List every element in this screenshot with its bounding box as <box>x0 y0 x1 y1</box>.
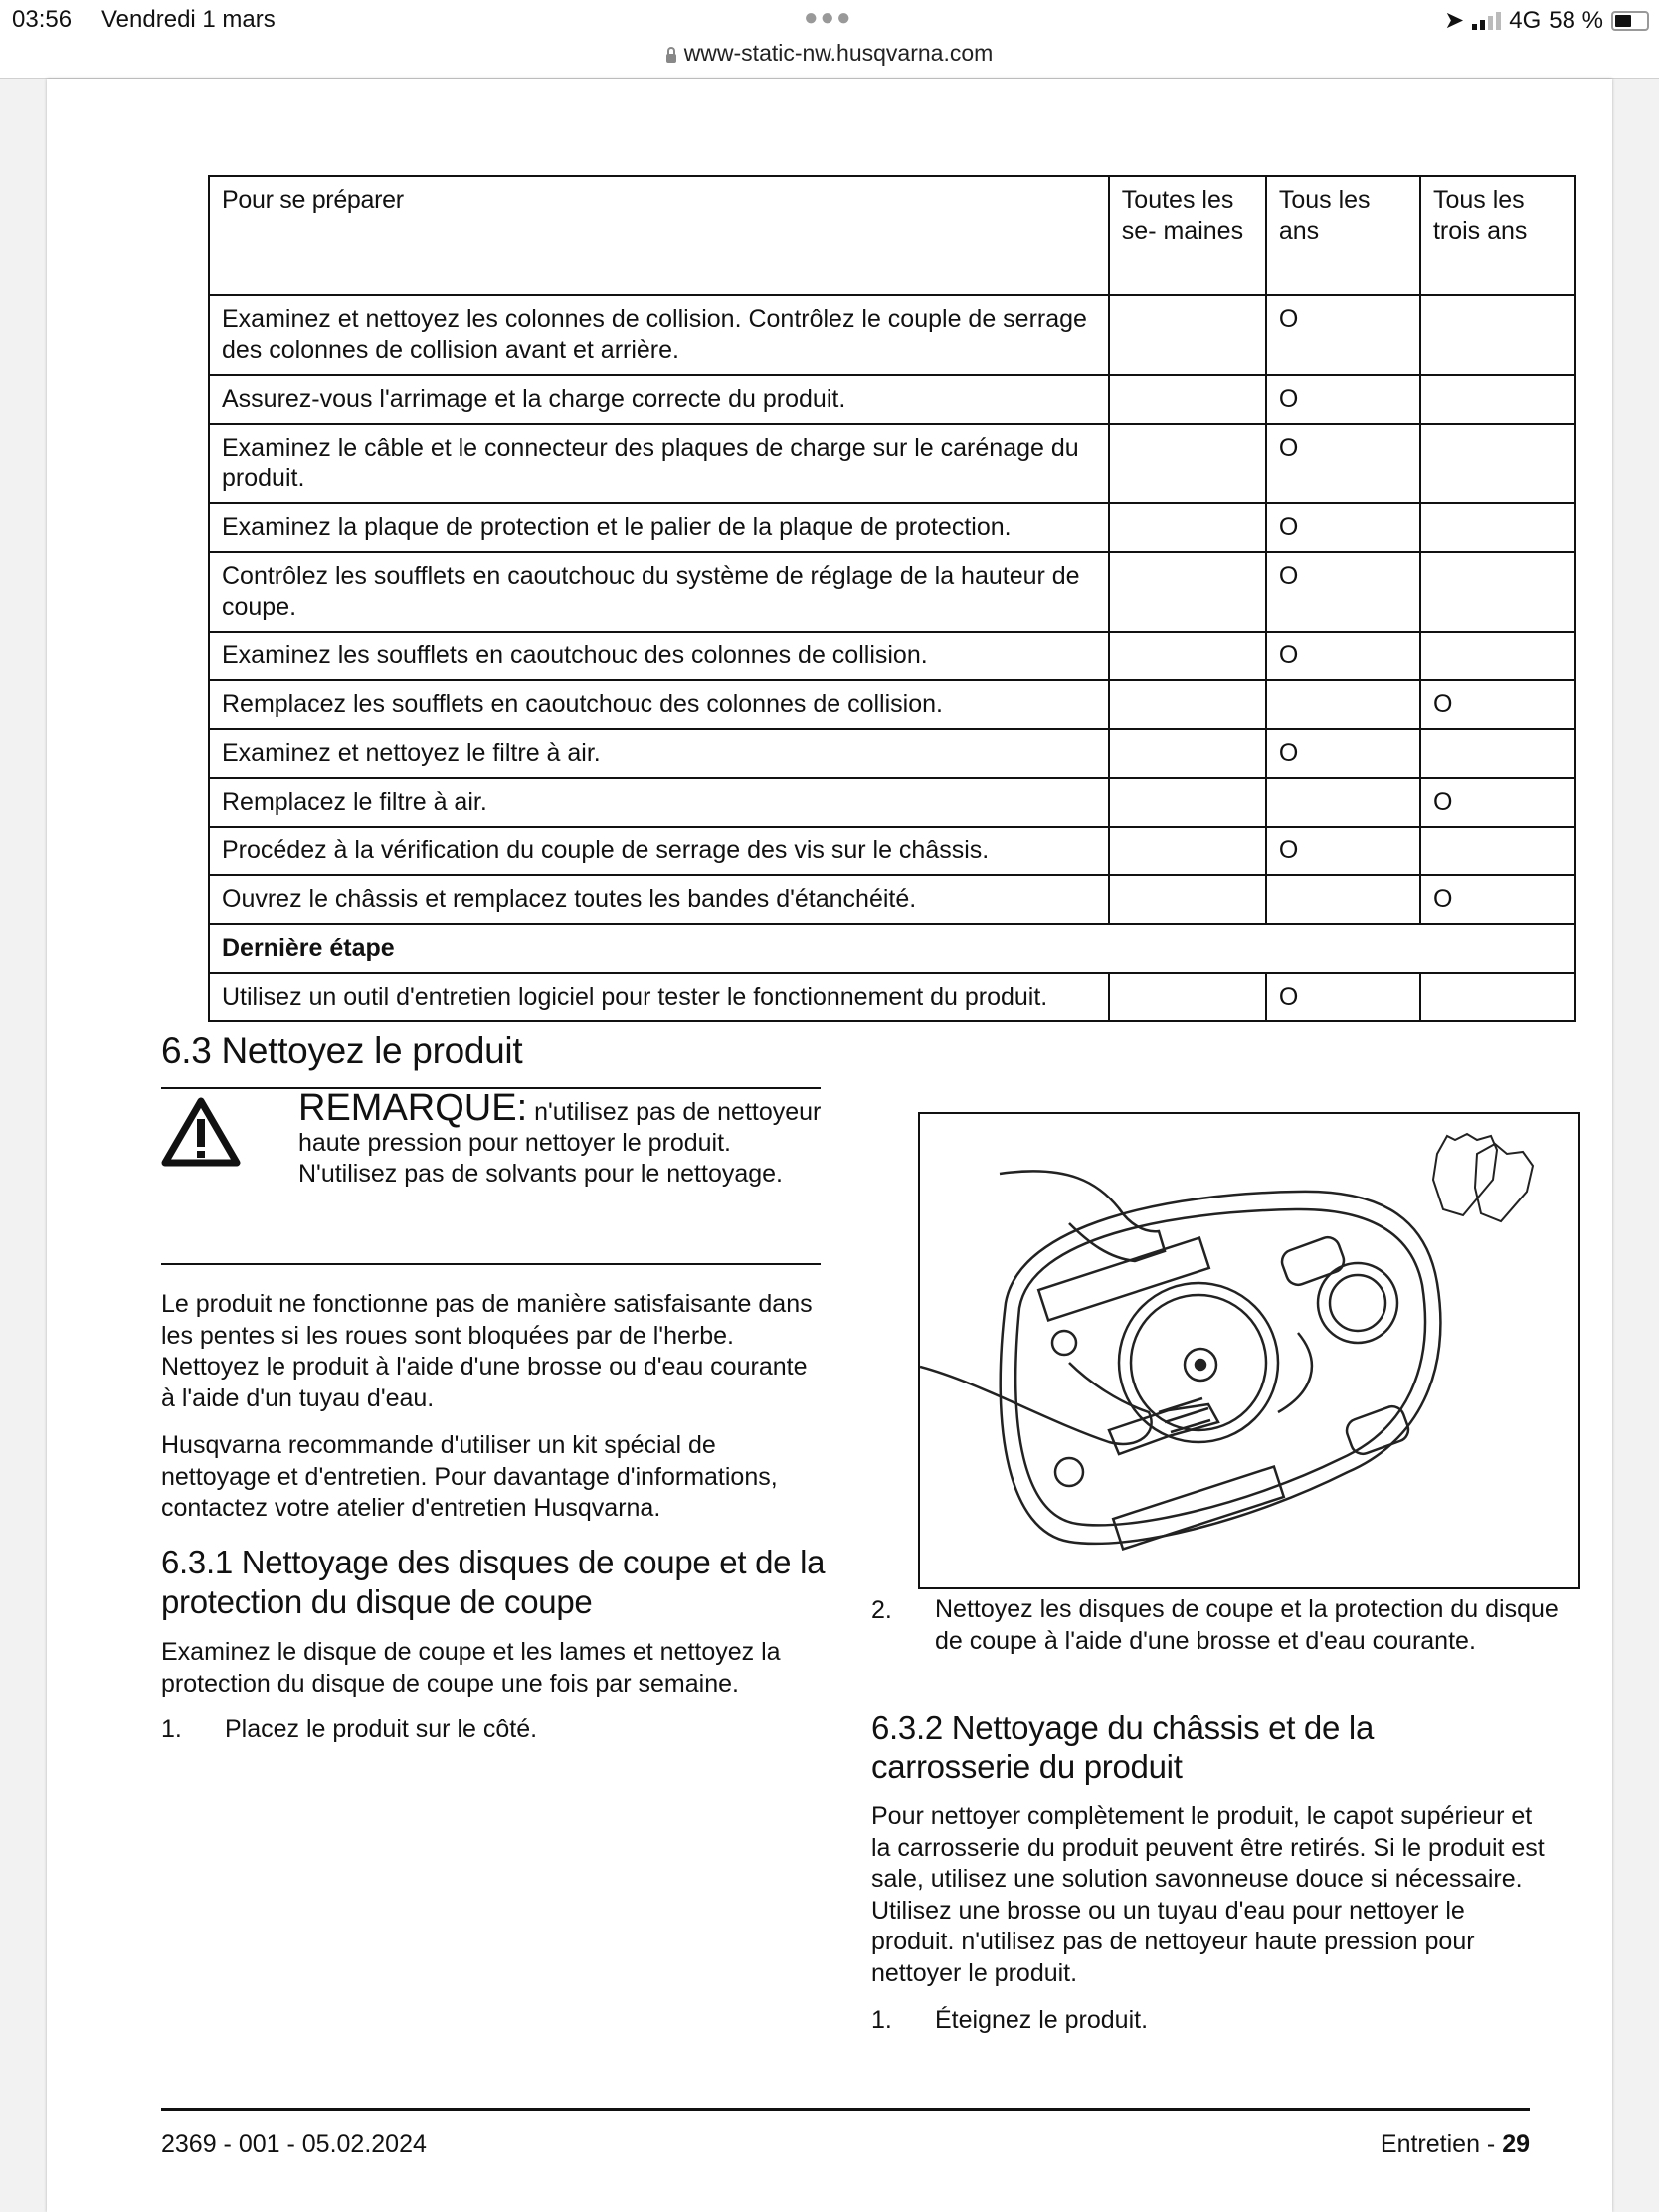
table-header-row <box>209 176 1575 295</box>
step-number: 2. <box>871 1596 892 1624</box>
header-yearly: Tous les ans <box>1266 176 1420 295</box>
step-text: Éteignez le produit. <box>935 2006 1149 2034</box>
notice-block <box>298 1087 826 1190</box>
url-display[interactable] <box>0 40 1659 67</box>
row-three-years: O <box>1420 778 1575 827</box>
table-row <box>209 295 1575 375</box>
location-arrow-icon: ➤ <box>1444 7 1465 34</box>
row-weekly <box>1109 778 1266 827</box>
row-task: Assurez-vous l'arrimage et la charge correcte du produit. <box>209 375 1109 424</box>
row-yearly: O <box>1266 295 1420 375</box>
section-heading-6-3: 6.3 Nettoyez le produit <box>161 1030 523 1071</box>
paragraph-kit: Husqvarna recommande d'utiliser un kit spécial de nettoyage et d'entretien. Pour davantage d'informations, contactez votre atelier d'entretien Husqvarna. <box>161 1431 778 1522</box>
warning-icon <box>161 1097 241 1167</box>
battery-percent: 58 % <box>1549 6 1603 34</box>
footer-chapter: Entretien - <box>1380 2130 1503 2158</box>
row-task: Utilisez un outil d'entretien logiciel pour tester le fonctionnement du produit. <box>209 973 1109 1021</box>
row-yearly: O <box>1266 729 1420 778</box>
row-yearly <box>1266 778 1420 827</box>
footer-divider <box>161 2108 1530 2111</box>
row-yearly: O <box>1266 503 1420 552</box>
row-three-years <box>1420 827 1575 875</box>
row-weekly <box>1109 375 1266 424</box>
row-task: Examinez le câble et le connecteur des plaques de charge sur le carénage du produit. <box>209 424 1109 503</box>
row-task: Remplacez les soufflets en caoutchouc des colonnes de collision. <box>209 680 1109 729</box>
paragraph-6-3-1-intro: Examinez le disque de coupe et les lames et nettoyez la protection du disque de coupe une fois par semaine. <box>161 1638 781 1698</box>
table-row <box>209 680 1575 729</box>
table-row <box>209 875 1575 924</box>
header-three-years: Tous les trois ans <box>1420 176 1575 295</box>
notice-label: REMARQUE: <box>298 1087 528 1129</box>
cleaning-illustration <box>918 1112 1580 1589</box>
footer-doc-id: 2369 - 001 - 05.02.2024 <box>161 2130 427 2158</box>
row-weekly <box>1109 827 1266 875</box>
row-task: Examinez les soufflets en caoutchouc des colonnes de collision. <box>209 632 1109 680</box>
step-text: Placez le produit sur le côté. <box>225 1715 538 1743</box>
status-indicators <box>1444 6 1649 35</box>
row-weekly <box>1109 552 1266 632</box>
table-row <box>209 424 1575 503</box>
row-task: Remplacez le filtre à air. <box>209 778 1109 827</box>
table-row <box>209 503 1575 552</box>
row-three-years <box>1420 503 1575 552</box>
network-type: 4G <box>1509 6 1542 34</box>
signal-strength-icon <box>1472 12 1501 30</box>
row-three-years <box>1420 973 1575 1021</box>
row-yearly: O <box>1266 424 1420 503</box>
row-three-years: O <box>1420 875 1575 924</box>
document-page <box>47 79 1612 2212</box>
row-weekly <box>1109 295 1266 375</box>
url-text: www-static-nw.husqvarna.com <box>683 40 994 66</box>
row-three-years <box>1420 424 1575 503</box>
row-yearly: O <box>1266 827 1420 875</box>
status-bar <box>0 0 1659 40</box>
section-title-final-step: Dernière étape <box>209 924 1575 973</box>
table-row <box>209 973 1575 1021</box>
battery-icon <box>1611 11 1649 31</box>
table-row <box>209 778 1575 827</box>
row-weekly <box>1109 424 1266 503</box>
row-weekly <box>1109 632 1266 680</box>
gloves-icon <box>1433 1134 1533 1221</box>
row-weekly <box>1109 729 1266 778</box>
step-text: Nettoyez les disques de coupe et la protection du disque de coupe à l'aide d'une brosse et d'eau courante. <box>935 1595 1559 1655</box>
row-yearly <box>1266 875 1420 924</box>
row-yearly: O <box>1266 973 1420 1021</box>
row-yearly: O <box>1266 552 1420 632</box>
row-task: Contrôlez les soufflets en caoutchouc du système de réglage de la hauteur de coupe. <box>209 552 1109 632</box>
row-weekly <box>1109 680 1266 729</box>
url-bar[interactable] <box>0 40 1659 79</box>
status-time: 03:56 <box>12 6 73 33</box>
row-three-years <box>1420 295 1575 375</box>
table-row <box>209 375 1575 424</box>
table-row <box>209 729 1575 778</box>
row-weekly <box>1109 503 1266 552</box>
paragraph-wheels: Le produit ne fonctionne pas de manière satisfaisante dans les pentes si les roues sont bloquées par de l'herbe. Nettoyez le produit à l'aide d'une brosse ou d'eau courante à l'aide d'un tuyau d'eau. <box>161 1290 813 1412</box>
header-task: Pour se préparer <box>209 176 1109 295</box>
row-three-years: O <box>1420 680 1575 729</box>
section-heading-6-3-2: 6.3.2 Nettoyage du châssis et de la carrosserie du produit <box>871 1709 1374 1785</box>
row-task: Examinez et nettoyez les colonnes de collision. Contrôlez le couple de serrage des colonnes de collision avant et arrière. <box>209 295 1109 375</box>
header-weekly: Toutes les se- maines <box>1109 176 1266 295</box>
row-three-years <box>1420 729 1575 778</box>
row-three-years <box>1420 375 1575 424</box>
row-task: Examinez la plaque de protection et le palier de la plaque de protection. <box>209 503 1109 552</box>
status-date: Vendredi 1 mars <box>101 6 276 33</box>
row-weekly <box>1109 973 1266 1021</box>
section-heading-6-3-1: 6.3.1 Nettoyage des disques de coupe et de la protection du disque de coupe <box>161 1544 826 1620</box>
row-task: Ouvrez le châssis et remplacez toutes les bandes d'étanchéité. <box>209 875 1109 924</box>
row-weekly <box>1109 875 1266 924</box>
row-task: Procédez à la vérification du couple de serrage des vis sur le châssis. <box>209 827 1109 875</box>
multitasking-dots-icon[interactable]: ●●● <box>804 4 853 31</box>
paragraph-6-3-2: Pour nettoyer complètement le produit, le capot supérieur et la carrosserie du produit peuvent être retirés. Si le produit est sale, utilisez une solution savonneuse douce si nécessaire. Utilisez une brosse ou un tuyau d'eau pour nettoyer le produit. n'utilisez pas de nettoyeur haute pression pour nettoyer le produit. <box>871 1802 1545 1987</box>
row-yearly: O <box>1266 375 1420 424</box>
table-row <box>209 827 1575 875</box>
row-yearly <box>1266 680 1420 729</box>
maintenance-table <box>208 175 1576 1022</box>
row-task: Examinez et nettoyez le filtre à air. <box>209 729 1109 778</box>
mower-underside-drawing <box>920 1114 1578 1587</box>
table-row <box>209 632 1575 680</box>
footer-page-number: 29 <box>1502 2130 1530 2158</box>
notice-text: n'utilisez pas de nettoyeur haute pression pour nettoyer le produit. N'utilisez pas de solvants pour le nettoyage. <box>298 1098 822 1188</box>
lock-icon <box>666 54 676 63</box>
table-row <box>209 552 1575 632</box>
footer-page-label <box>1381 2130 1530 2159</box>
divider <box>161 1263 821 1265</box>
row-yearly: O <box>1266 632 1420 680</box>
step-number: 1. <box>161 1715 182 1743</box>
step-number: 1. <box>871 2006 892 2034</box>
table-section-row <box>209 924 1575 973</box>
row-three-years <box>1420 632 1575 680</box>
row-three-years <box>1420 552 1575 632</box>
